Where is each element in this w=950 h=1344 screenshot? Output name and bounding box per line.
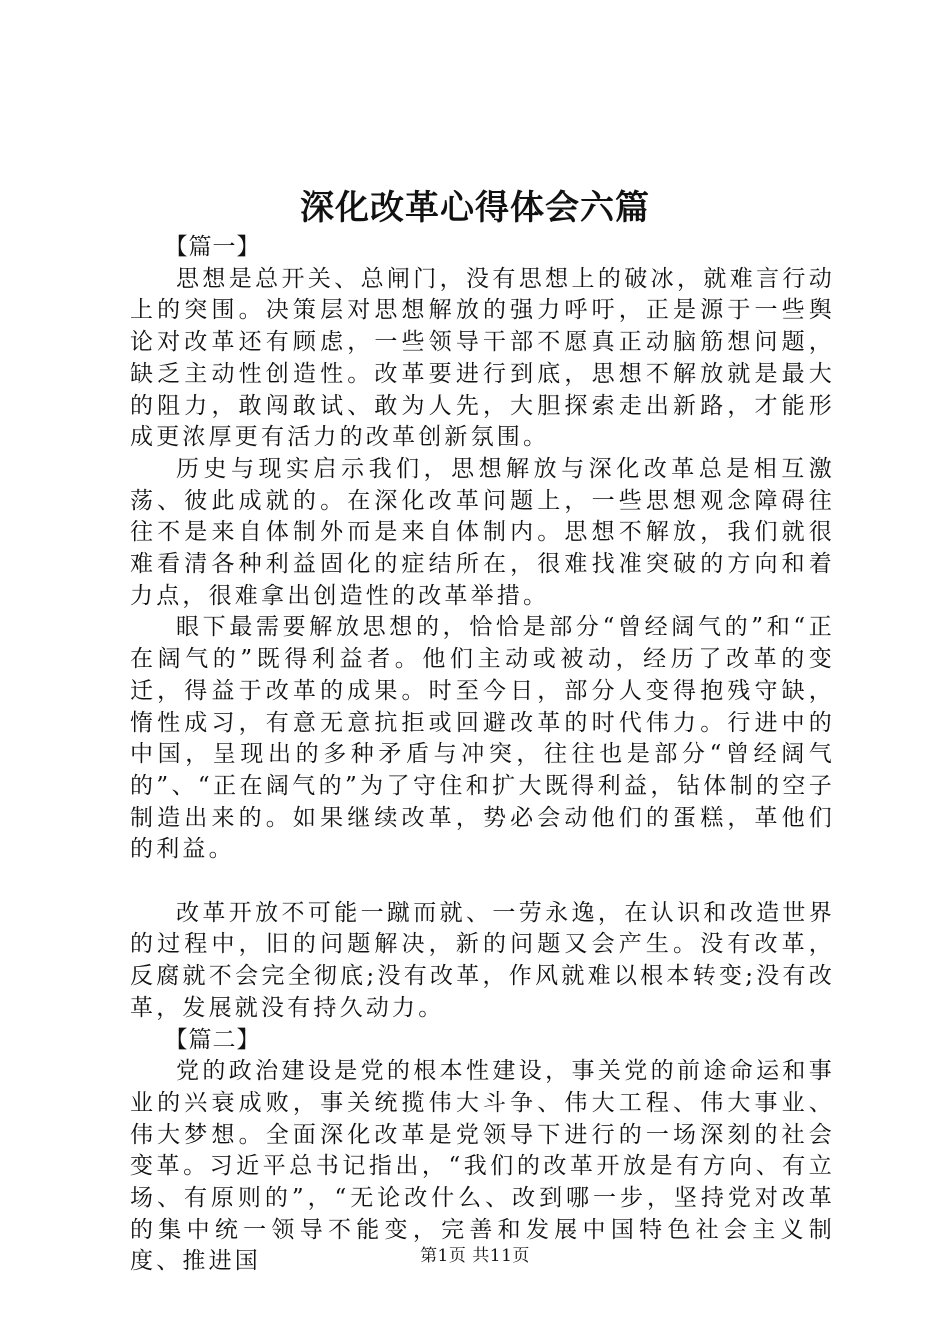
document-body xyxy=(130,232,835,1278)
paragraph: 思想是总开关、总闸门，没有思想上的破冰，就难言行动上的突围。决策层对思想解放的强力呼吁，正是源于一些舆论对改革还有顾虑，一些领导干部不愿真正动脑筋想问题，缺乏主动性创造性。改革要进行到底，思想不解放就是最大的阻力，敢闯敢试、敢为人先，大胆探索走出新路，才能形成更浓厚更有活力的改革创新氛围。 xyxy=(130,265,835,451)
section-heading: 【篇一】 xyxy=(164,234,261,260)
paragraph: 历史与现实启示我们，思想解放与深化改革总是相互激荡、彼此成就的。在深化改革问题上，一些思想观念障碍往往不是来自体制外而是来自体制内。思想不解放，我们就很难看清各种利益固化的症结所在，很难找准突破的方向和着力点，很难拿出创造性的改革举措。 xyxy=(130,455,835,609)
paragraph: 眼下最需要解放思想的，恰恰是部分“曾经阔气的”和“正在阔气的”既得利益者。他们主动或被动，经历了改革的变迁，得益于改革的成果。时至今日，部分人变得抱残守缺，惰性成习，有意无意抗拒或回避改革的时代伟力。行进中的中国，呈现出的多种矛盾与冲突，往往也是部分“曾经阔气的”、“正在阔气的”为了守住和扩大既得利益，钻体制的空子制造出来的。如果继续改革，势必会动他们的蛋糕，革他们的利益。 xyxy=(130,614,835,863)
page-footer: 第1页 共11页 xyxy=(420,1246,530,1266)
paragraph: 党的政治建设是党的根本性建设，事关党的前途命运和事业的兴衰成败，事关统揽伟大斗争、伟大工程、伟大事业、伟大梦想。全面深化改革是党领导下进行的一场深刻的社会变革。习近平总书记指出，“我们的改革开放是有方向、有立场、有原则的”，“无论改什么、改到哪一步，坚持党对改革的集中统一领导不能变，完善和发展中国特色社会主义制度、推进国 xyxy=(130,1058,835,1275)
document-title: 深化改革心得体会六篇 xyxy=(300,188,650,228)
section-heading: 【篇二】 xyxy=(164,1026,261,1053)
paragraph: 改革开放不可能一蹴而就、一劳永逸，在认识和改造世界的过程中，旧的问题解决，新的问题又会产生。没有改革，反腐就不会完全彻底;没有改革，作风就难以根本转变;没有改革，发展就没有持久动力。 xyxy=(130,899,835,1021)
paragraph-spacer xyxy=(130,866,835,898)
